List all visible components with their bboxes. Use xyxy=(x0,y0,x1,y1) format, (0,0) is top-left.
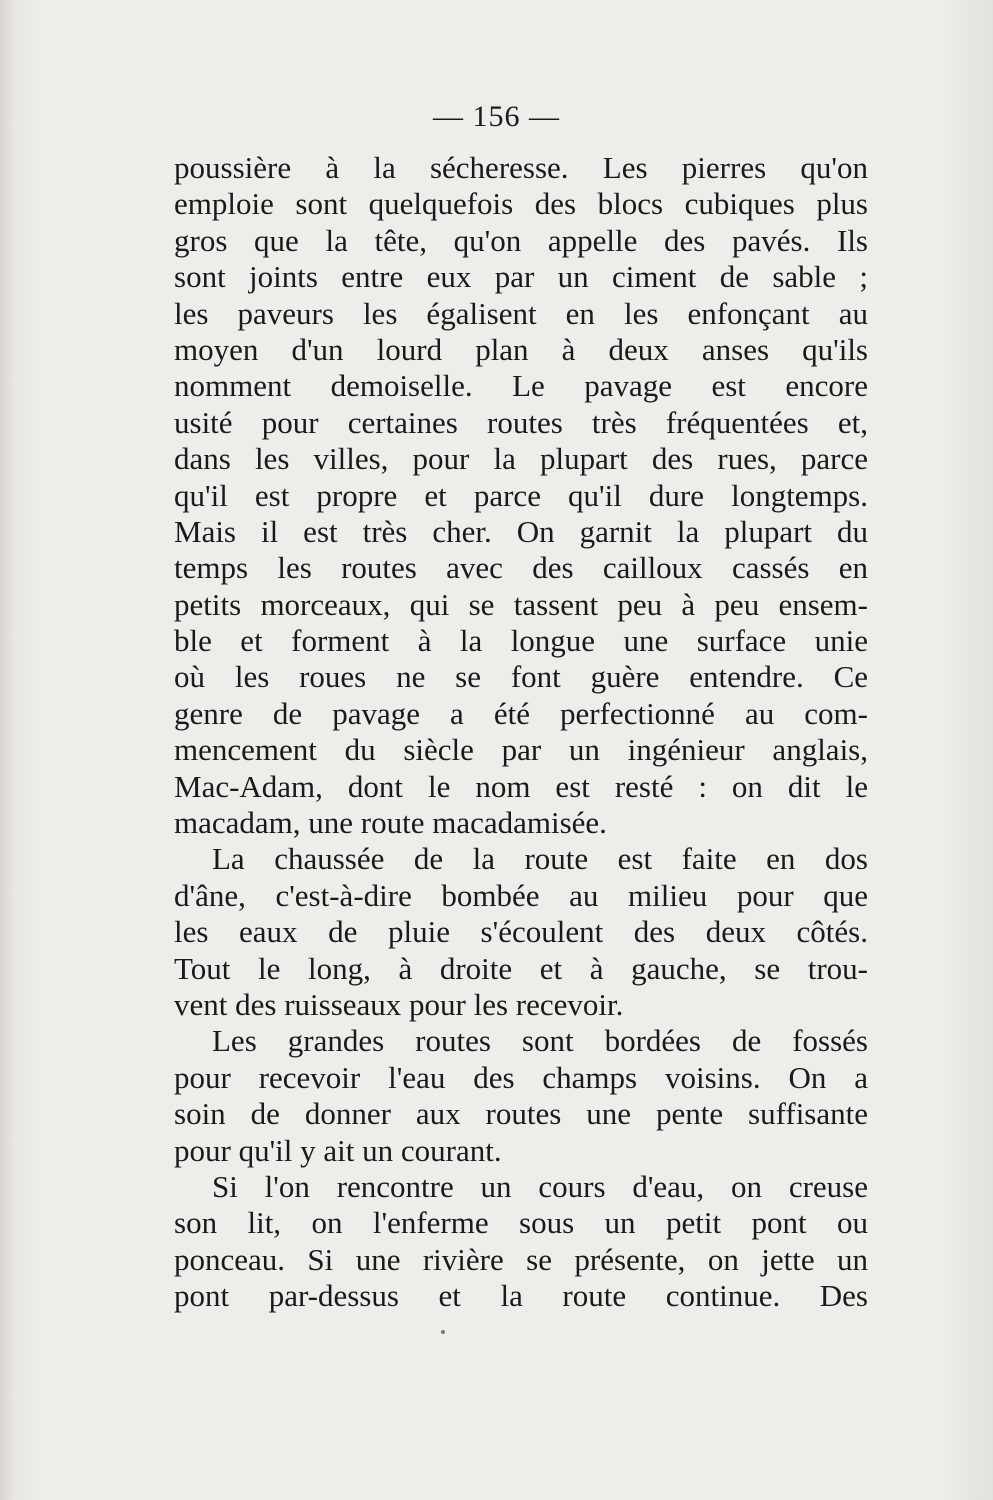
text-line: Mais il est très cher. On garnit la plupart du xyxy=(174,513,868,549)
text-line: usité pour certaines routes très fréquentées et, xyxy=(174,404,868,440)
text-line: poussière à la sécheresse. Les pierres qu'on xyxy=(174,150,868,185)
text-line: pont par-dessus et la route continue. Des xyxy=(174,1278,868,1314)
text-line: Tout le long, à droite et à gauche, se trou- xyxy=(174,950,868,986)
text-line: Mac-Adam, dont le nom est resté : on dit le xyxy=(174,768,868,804)
text-line: nomment demoiselle. Le pavage est encore xyxy=(174,368,868,404)
paragraph xyxy=(174,150,868,841)
paragraph xyxy=(174,841,868,1023)
text-line: mencement du siècle par un ingénieur anglais, xyxy=(174,732,868,768)
text-line: où les roues ne se font guère entendre. Ce xyxy=(174,659,868,695)
text-line: temps les routes avec des cailloux cassés en xyxy=(174,550,868,586)
body-text xyxy=(174,150,868,1315)
text-line: les paveurs les égalisent en les enfonçant au xyxy=(174,295,868,331)
text-line: vent des ruisseaux pour les recevoir. xyxy=(174,986,624,1022)
text-line: qu'il est propre et parce qu'il dure longtemps. xyxy=(174,477,868,513)
text-line: pour recevoir l'eau des champs voisins. On a xyxy=(174,1059,868,1095)
text-line: les eaux de pluie s'écoulent des deux côtés. xyxy=(174,914,868,950)
text-line: macadam, une route macadamisée. xyxy=(174,805,607,841)
text-line: genre de pavage a été perfectionné au com- xyxy=(174,695,868,731)
text-line: d'âne, c'est-à-dire bombée au milieu pour que xyxy=(174,877,868,913)
text-line: emploie sont quelquefois des blocs cubiques plus xyxy=(174,186,868,222)
paragraph xyxy=(174,1169,868,1315)
text-line: Les grandes routes sont bordées de fossés xyxy=(212,1023,868,1059)
page-number: — 156 — xyxy=(433,100,560,133)
text-line: soin de donner aux routes une pente suffisante xyxy=(174,1096,868,1132)
text-line: moyen d'un lourd plan à deux anses qu'ils xyxy=(174,331,868,367)
text-line: son lit, on l'enferme sous un petit pont ou xyxy=(174,1205,868,1241)
text-line: ponceau. Si une rivière se présente, on jette un xyxy=(174,1241,868,1277)
text-line: Si l'on rencontre un cours d'eau, on creuse xyxy=(212,1168,868,1204)
text-line: sont joints entre eux par un ciment de sable ; xyxy=(174,259,868,295)
text-line: petits morceaux, qui se tassent peu à peu ensem- xyxy=(174,586,868,622)
ink-speck xyxy=(441,1330,445,1334)
text-line: dans les villes, pour la plupart des rues, parce xyxy=(174,441,868,477)
text-line: pour qu'il y ait un courant. xyxy=(174,1132,502,1168)
text-line: La chaussée de la route est faite en dos xyxy=(212,841,868,877)
paragraph xyxy=(174,1023,868,1169)
text-line: ble et forment à la longue une surface unie xyxy=(174,623,868,659)
text-line: gros que la tête, qu'on appelle des pavés. Ils xyxy=(174,222,868,258)
